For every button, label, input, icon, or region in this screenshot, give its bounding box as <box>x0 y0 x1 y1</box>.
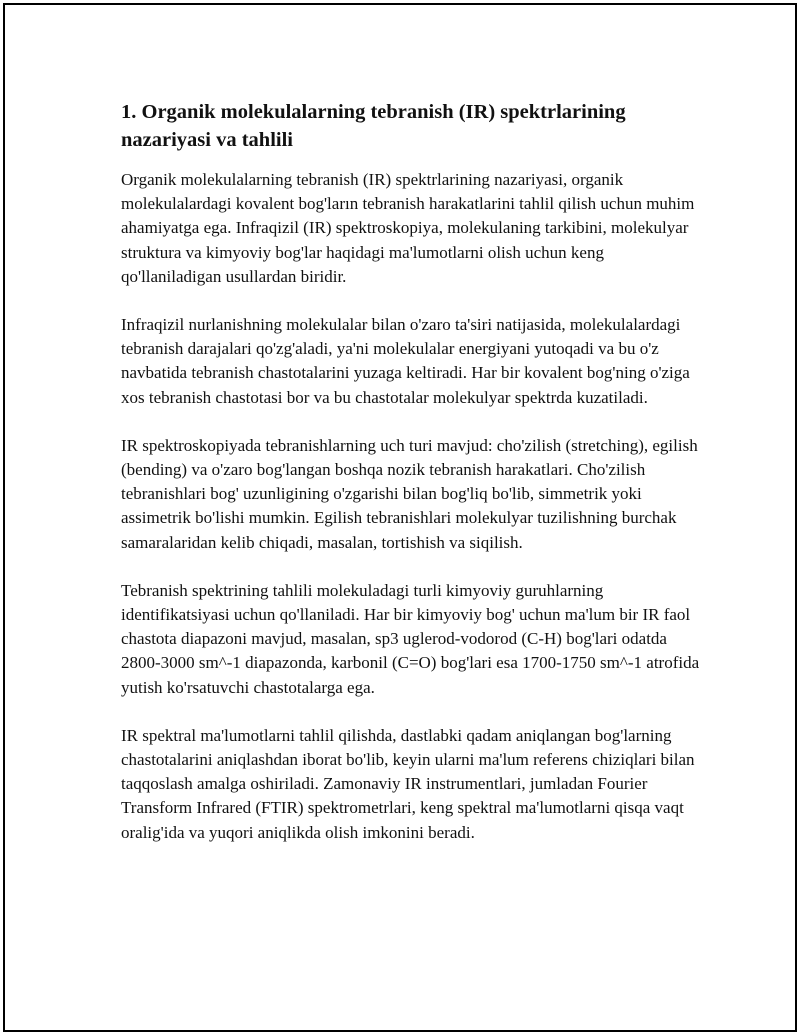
paragraph-intro: Organik molekulalarning tebranish (IR) spektrlarining nazariyasi, organik molekulalardagi kovalent bog'ların tebranish harakatlarini tahlil qilish uchun muhim ahamiyatga ega. Infraqizil (IR) spektroskopiya, molekulaning tarkibini, molekulyar struktura va kimyoviy bog'lar haqidagi ma'lumotlarni olish uchun keng qo'llaniladigan usullardan biridir. <box>121 170 695 286</box>
paragraph-spectrum-analysis: Tebranish spektrining tahlili molekuladagi turli kimyoviy guruhlarning identifikatsiyasi uchun qo'llaniladi. Har bir kimyoviy bog' uchun ma'lum bir IR faol chastota diapazoni mavjud, masalan, sp3 uglerod-vodorod (C-H) bog'lari odatda 2800-3000 sm^-1 diapazonda, karbonil (C=O) bog'lari esa 1700-1750 sm^-1 atrofida yutish ko'rsatuvchi chastotalarga ega. <box>121 580 700 697</box>
paragraph-ir-interaction: Infraqizil nurlanishning molekulalar bilan o'zaro ta'siri natijasida, molekulalardagi tebranish darajalari qo'zg'aladi, ya'ni molekulalar energiyani yutoqadi va bu o'z navbatida tebranish chastotalarini yuzaga keltiradi. Har bir kovalent bog'ning o'ziga xos tebranish chastotasi bor va bu chastotalar molekulyar spektrda kuzatiladi. <box>121 315 690 407</box>
section-heading: 1. Organik molekulalarning tebranish (IR) spektrlarining nazariyasi va tahlili <box>121 101 626 151</box>
paragraph-vibration-types: IR spektroskopiyada tebranishlarning uch turi mavjud: cho'zilish (stretching), egilish (bending) va o'zaro bog'langan boshqa nozik tebranish harakatlari. Cho'zilish tebranishlari bog' uzunligining o'zgarishi bilan bog'liq bo'lib, simmetrik yoki assimetrik bo'lishi mumkin. Egilish tebranishlari molekulyar tuzilishning burchak samaralaridan kelib chiqadi, masalan, tortishish va siqilish. <box>121 435 698 552</box>
paragraph-data-analysis: IR spektral ma'lumotlarni tahlil qilishda, dastlabki qadam aniqlangan bog'larning chastotalarini aniqlashdan iborat bo'lib, keyin ularni ma'lum referens chiziqlari bilan taqqoslash amalga oshiriladi. Zamonaviy IR instrumentlari, jumladan Fourier Transform Infrared (FTIR) spektrometrlari, keng spektral ma'lumotlarni qisqa vaqt oralig'ida va yuqori aniqlikda olish imkonini beradi. <box>121 725 695 842</box>
document-body <box>121 98 701 869</box>
page-frame <box>3 3 797 1032</box>
